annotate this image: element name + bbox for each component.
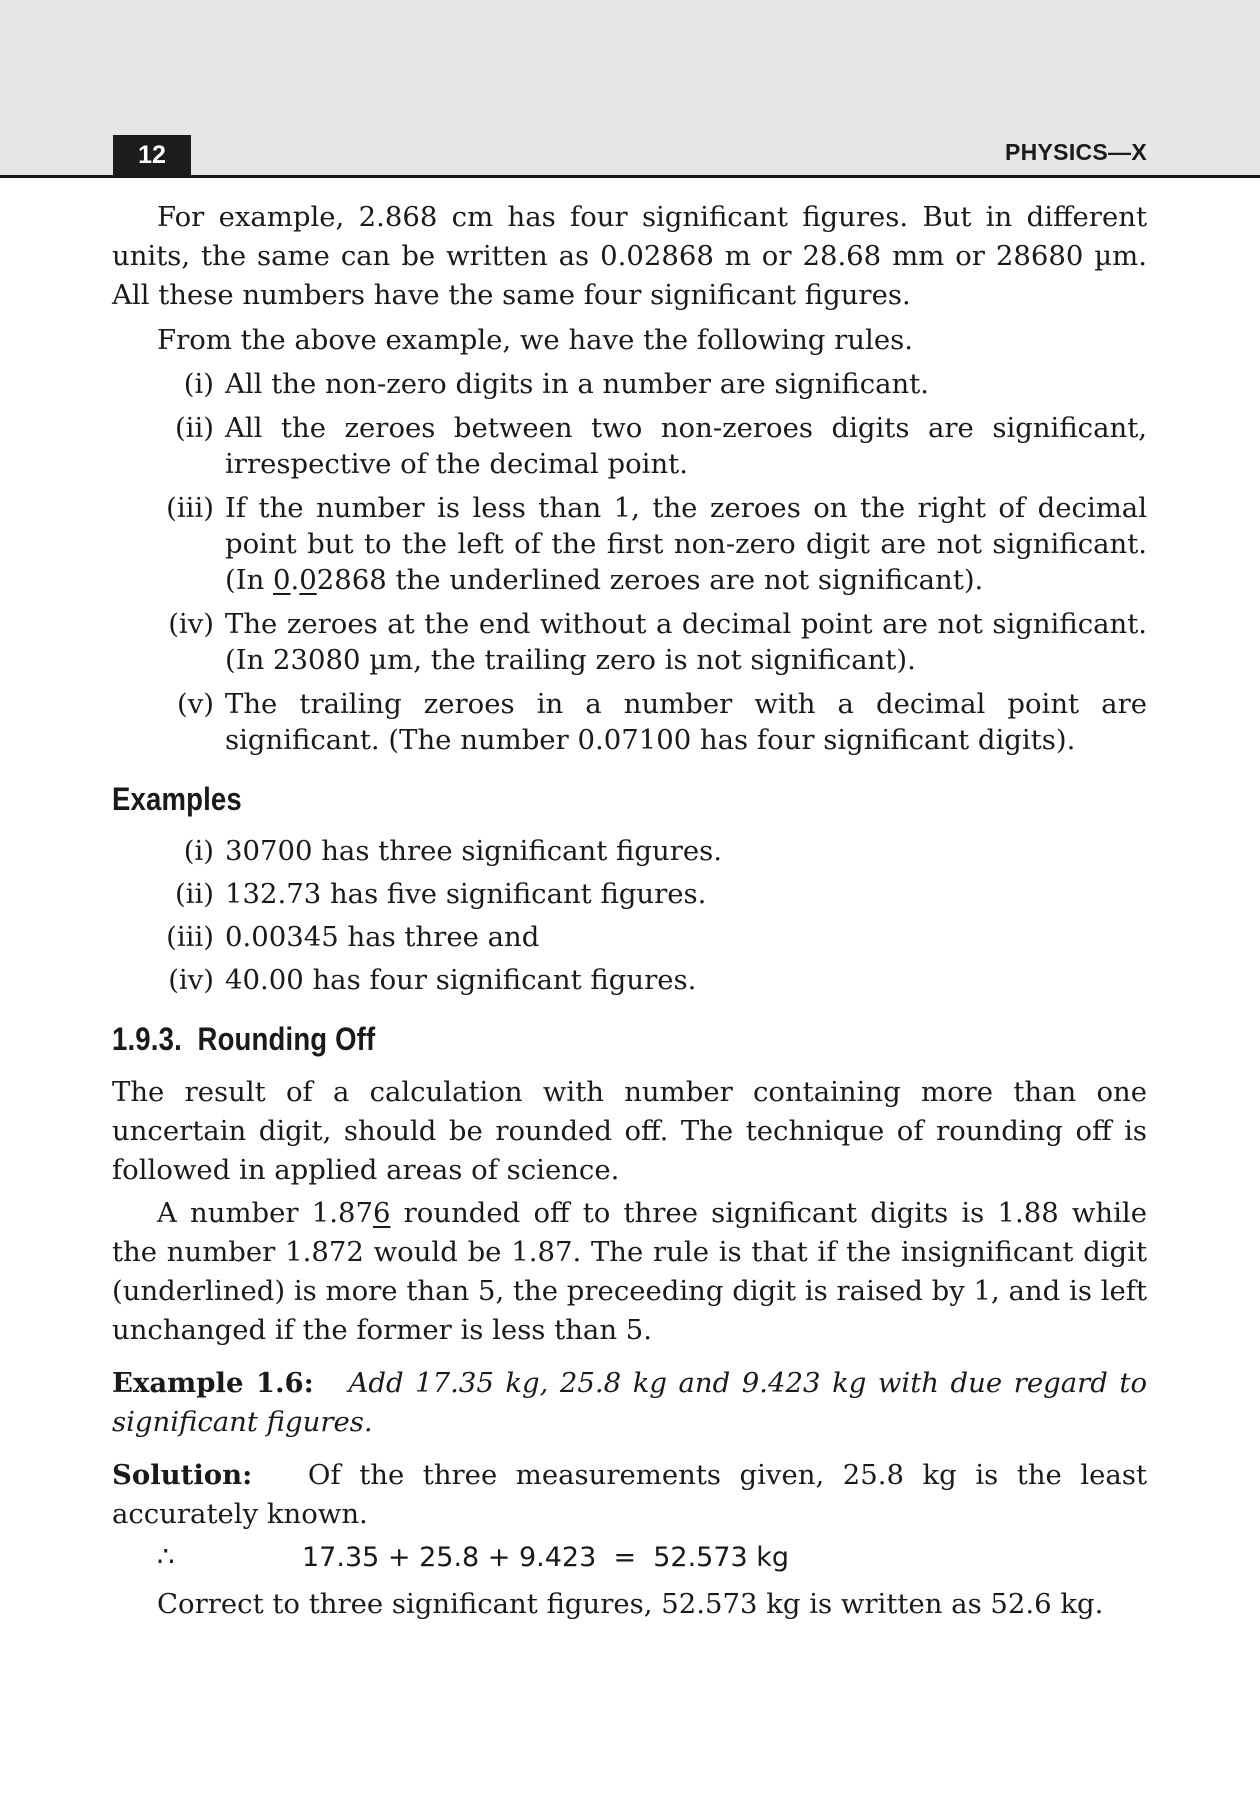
list-number: (i) xyxy=(183,368,214,400)
list-number: (iv) xyxy=(168,964,214,996)
example-block xyxy=(112,1364,1147,1442)
equation: 17.35 + 25.8 + 9.423 = 52.573 kg xyxy=(302,1542,790,1573)
list-text: 0.00345 has three and xyxy=(225,921,540,953)
rule-text: If the number is less than 1, the zeroes on the right of decimal point but to the left of the first non-zero digit are not significant. xyxy=(225,492,1147,560)
list-number: (iii) xyxy=(166,492,214,524)
paragraph-text: A number 1.87 xyxy=(157,1197,373,1229)
list-item xyxy=(112,686,1147,758)
solution-text: Of the three measurements given, 25.8 kg is the least accurately known. xyxy=(112,1459,1147,1530)
running-title: PHYSICS—X xyxy=(1004,139,1147,165)
list-item xyxy=(112,919,1147,955)
list-item xyxy=(112,962,1147,998)
list-item xyxy=(112,366,1147,402)
page-body xyxy=(112,198,1147,1624)
list-item xyxy=(112,833,1147,869)
remaining-digits: 2868 xyxy=(316,564,387,596)
rules-intro: From the above example, we have the following rules. xyxy=(157,324,913,356)
list-number: (v) xyxy=(177,688,214,720)
underlined-zero: 0 xyxy=(299,564,317,596)
list-number: (iii) xyxy=(166,921,214,953)
rules-list xyxy=(112,366,1147,758)
section-heading: 1.9.3. Rounding Off xyxy=(112,1021,376,1057)
list-text: The zeroes at the end without a decimal point are not significant. (In 23080 µm, the trailing zero is not significant). xyxy=(225,608,1147,676)
list-text: 132.73 has five significant figures. xyxy=(225,878,707,910)
underlined-digit: 6 xyxy=(372,1197,391,1229)
solution-conclusion: Correct to three significant figures, 52.573 kg is written as 52.6 kg. xyxy=(157,1588,1104,1620)
list-number: (i) xyxy=(183,835,214,867)
example-label: Example 1.6: xyxy=(112,1367,314,1399)
list-text: 30700 has three significant figures. xyxy=(225,835,722,867)
paragraph-text: rounded off to three significant digits is 1.88 while the number 1.872 would be 1.87. The rule is that if the insignificant digit (underlined) is more than 5, the preceeding digit is raised by 1, and is left unchanged if the former is less than 5. xyxy=(112,1197,1147,1346)
page-number: 12 xyxy=(113,135,191,175)
solution-block xyxy=(112,1456,1147,1534)
list-item xyxy=(112,876,1147,912)
list-text xyxy=(225,490,1147,598)
rule-example-close: the underlined zeroes are not significant). xyxy=(386,564,984,596)
underlined-zero: 0 xyxy=(273,564,291,596)
equation-row xyxy=(112,1538,1147,1577)
list-item xyxy=(112,606,1147,678)
solution-label: Solution: xyxy=(112,1459,253,1491)
list-text: All the zeroes between two non-zeroes digits are significant, irrespective of the decimal point. xyxy=(225,412,1147,480)
examples-heading: Examples xyxy=(112,781,242,817)
examples-list xyxy=(112,833,1147,998)
intro-paragraph: For example, 2.868 cm has four significant figures. But in different units, the same can be written as 0.02868 m or 28.68 mm or 28680 µm. All these numbers have the same four significant figures. xyxy=(112,201,1147,311)
list-text: The trailing zeroes in a number with a decimal point are significant. (The number 0.07100 has four significant digits). xyxy=(225,688,1147,756)
list-text: All the non-zero digits in a number are significant. xyxy=(225,368,930,400)
list-number: (ii) xyxy=(174,878,214,910)
list-number: (iv) xyxy=(168,608,214,640)
header-rule xyxy=(0,175,1260,178)
rounding-rule-paragraph xyxy=(112,1194,1147,1350)
decimal-point: . xyxy=(290,564,300,596)
list-item xyxy=(112,410,1147,482)
list-text: 40.00 has four significant figures. xyxy=(225,964,697,996)
therefore-symbol: ∴ xyxy=(157,1541,175,1573)
rule-example-open: (In xyxy=(225,564,274,596)
list-number: (ii) xyxy=(174,412,214,444)
example-question: Add 17.35 kg, 25.8 kg and 9.423 kg with due regard to significant figures. xyxy=(112,1367,1147,1438)
list-item xyxy=(112,490,1147,598)
rounding-paragraph: The result of a calculation with number containing more than one uncertain digit, should be rounded off. The technique of rounding off is followed in applied areas of science. xyxy=(112,1076,1147,1186)
